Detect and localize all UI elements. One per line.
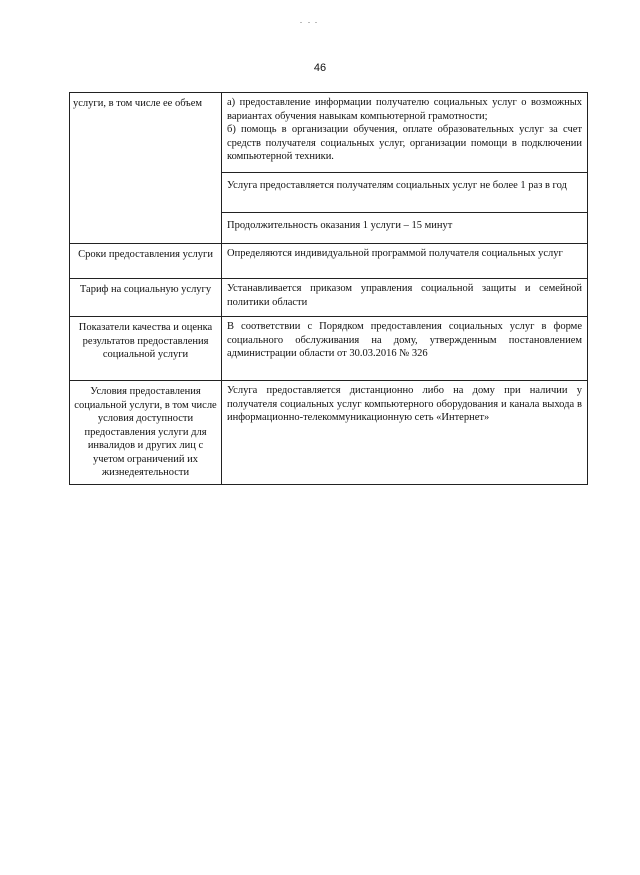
row-label-conditions: Условия предоставления социальной услуги, в том числе условия доступности предоставления услуги для инвалидов и других лиц с учетом ограничений их жизнедеятельности: [70, 381, 222, 485]
table-row: [70, 381, 588, 485]
table-row: [70, 317, 588, 381]
row-label-volume: услуги, в том числе ее объем: [70, 93, 222, 244]
row-label-terms: Сроки предоставления услуги: [70, 244, 222, 279]
service-description-table: [69, 92, 588, 485]
table-row: [70, 244, 588, 279]
value-paragraph-b: б) помощь в организации обучения, оплате образовательных услуг за счет средств получателя социальных услуг, организации помощи в подключении компьютерной техники.: [227, 124, 582, 162]
table-row: [70, 279, 588, 317]
row-value-tariff: Устанавливается приказом управления социальной защиты и семейной политики области: [222, 279, 588, 317]
row-value-volume: [222, 93, 588, 173]
row-value-terms: Определяются индивидуальной программой получателя социальных услуг: [222, 244, 588, 279]
row-label-quality: Показатели качества и оценка результатов предоставления социальной услуги: [70, 317, 222, 381]
scan-marks: [300, 22, 318, 24]
table-row: [70, 93, 588, 173]
value-paragraph-a: а) предоставление информации получателю социальных услуг о возможных вариантах обучения навыкам компьютерной грамотности;: [227, 97, 582, 122]
row-value-duration: Продолжительность оказания 1 услуги – 15 минут: [222, 213, 588, 244]
row-value-frequency: Услуга предоставляется получателям социальных услуг не более 1 раз в год: [222, 173, 588, 213]
row-label-tariff: Тариф на социальную услугу: [70, 279, 222, 317]
row-value-conditions: Услуга предоставляется дистанционно либо на дому при наличии у получателя социальных услуг компьютерного оборудования и канала выхода в информационно-телекоммуникационную сеть «Интернет»: [222, 381, 588, 485]
page-number: 46: [313, 62, 327, 74]
row-value-quality: В соответствии с Порядком предоставления социальных услуг в форме социального обслуживания на дому, утвержденным постановлением администрации области от 30.03.2016 № 326: [222, 317, 588, 381]
